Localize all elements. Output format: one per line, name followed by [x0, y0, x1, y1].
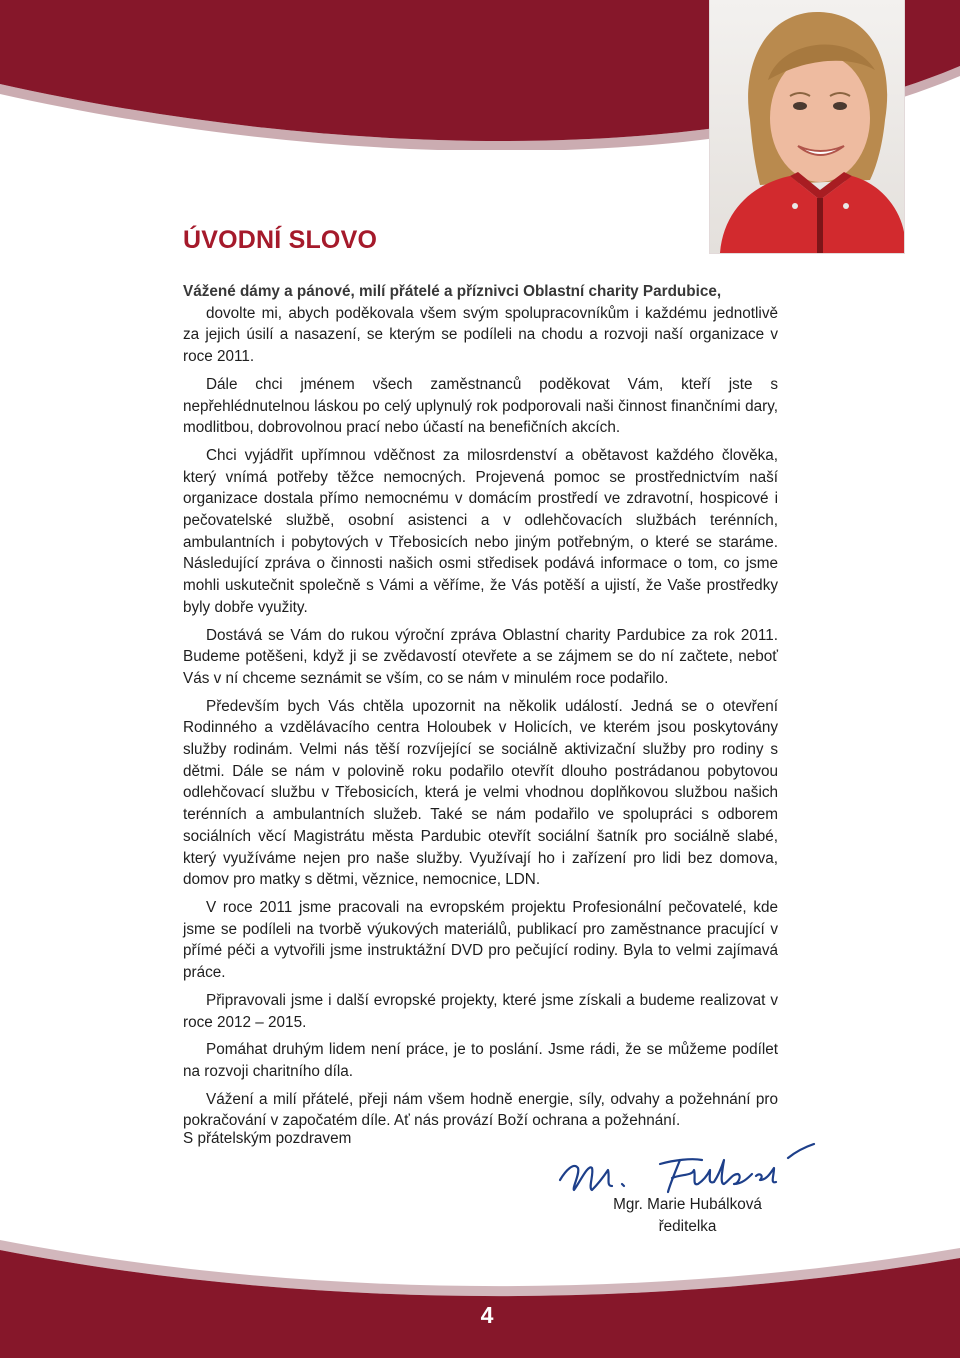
- letter-body: [183, 281, 778, 1132]
- closing-greeting: S přátelským pozdravem: [183, 1130, 352, 1147]
- paragraph: Dále chci jménem všech zaměstnanců poděkovat Vám, kteří jste s nepřehlédnutelnou láskou po celý uplynulý rok podporovali naši činnost finančními dary, modlitbou, dobrovolnou prací nebo účastí na benefičních akcích.: [183, 375, 778, 437]
- paragraph: Pomáhat druhým lidem není práce, je to poslání. Jsme rádi, že se můžeme podílet na rozvoji charitního díla.: [183, 1041, 778, 1080]
- portrait-photo: [710, 0, 904, 253]
- paragraph: Především bych Vás chtěla upozornit na několik událostí. Jedná se o otevření Rodinného a vzdělávacího centra Holoubek v Holicích, ve kterém jsou poskytovány služby rodinám. Velmi nás těší rozvíjející se sociálně aktivizační služby pro rodiny s dětmi. Dále se nám v polovině roku podařilo otevřít dlouho postrádanou pobytovou odlehčovací službu v Třebosicích, která je velmi vhodnou doplňkovou službou našich terénních a ambulantních služeb. Také se nám podařilo ve spolupráci s odborem sociálních věcí Magistrátu města Pardubic otevřít sociální šatník pro sociálně slabé, který využíváme nejen pro naše služby. Využívají ho i zařízení pro lidi bez domova, domov pro matky s dětmi, věznice, nemocnice, LDN.: [183, 697, 778, 889]
- page-number: 4: [480, 1302, 494, 1328]
- signer-name: Mgr. Marie Hubálková: [613, 1196, 762, 1213]
- signer-block: [590, 1194, 785, 1238]
- page-title: ÚVODNÍ SLOVO: [183, 226, 378, 254]
- paragraph: V roce 2011 jsme pracovali na evropském projektu Profesionální pečovatelé, kde jsme se podíleli na tvorbě výukových materiálů, publikací pro zaměstnance pracující v přímé péči a vytvořili jsme instruktážní DVD pro pečující rodiny. Byla to velmi zajímavá práce.: [183, 898, 778, 982]
- paragraph: Vážení a milí přátelé, přeji nám všem hodně energie, síly, odvahy a požehnání pro pokračování v započatém díle. Ať nás provází Boží ochrana a požehnání.: [183, 1090, 778, 1130]
- signer-role: ředitelka: [658, 1218, 717, 1235]
- bottom-decorative-band: [0, 1240, 960, 1358]
- salutation: Vážené dámy a pánové, milí přátelé a příznivci Oblastní charity Pardubice,: [183, 283, 722, 300]
- paragraph: dovolte mi, abych poděkovala všem svým spolupracovníkům i každému jednotlivě za jejich úsilí a nasazení, se kterým se podíleli na chodu a rozvoji naší organizace v roce 2011.: [183, 304, 778, 366]
- paragraph: Dostává se Vám do rukou výroční zpráva Oblastní charity Pardubice za rok 2011. Budeme potěšeni, když ji se zvědavostí otevřete a se zájmem se do ní začtete, neboť Vás v ní chceme seznámit se vším, co se nám v minulém roce podařilo.: [183, 626, 778, 687]
- paragraph: Připravovali jsme i další evropské projekty, které jsme získali a budeme realizovat v roce 2012 – 2015.: [183, 991, 778, 1031]
- paragraph: Chci vyjádřit upřímnou vděčnost za milosrdenství a obětavost každého člověka, který vnímá potřeby těžce nemocných. Projevená pomoc se prostřednictvím naší organizace dostala přímo nemocnému v domácím prostředí ve zdravotní, hospicové i pečovatelské službě, osobní asistenci a v odlehčovacích službách terénních, ambulantních i pobytových v Třebosicích nebo jiným potřebným, o které se staráme. Následující zpráva o činnosti našich osmi středisek podává informace o tom, co jsme mohli uskutečnit společně s Vámi a věříme, že Vás potěší a ujistí, že Vaše prostředky byly dobře využity.: [183, 446, 778, 616]
